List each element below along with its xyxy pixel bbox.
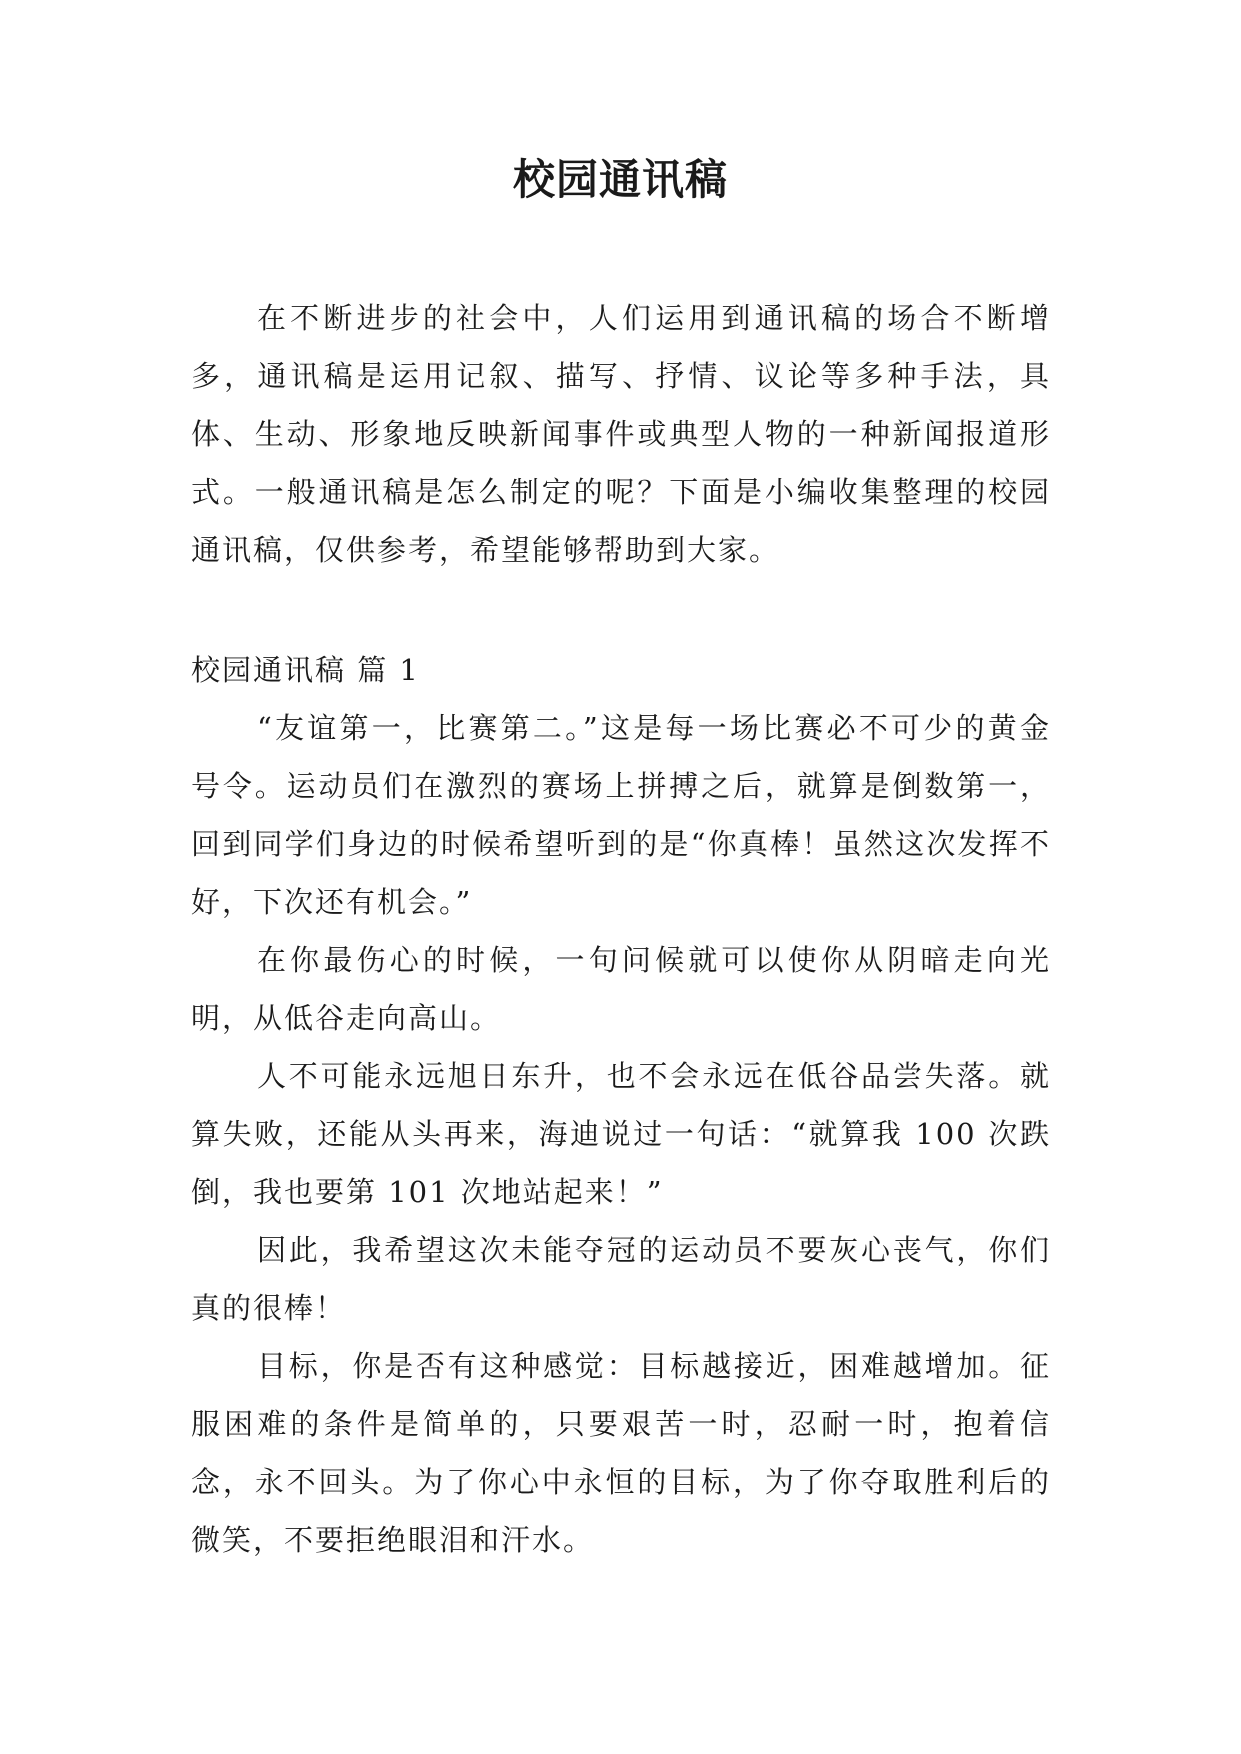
intro-block	[191, 289, 1051, 579]
article-paragraph-4: 因此，我希望这次未能夺冠的运动员不要灰心丧气，你们真的很棒！	[191, 1233, 1051, 1325]
article-block	[191, 641, 1051, 1569]
article-paragraph-5: 目标，你是否有这种感觉：目标越接近，困难越增加。征服困难的条件是简单的，只要艰苦一时，忍耐一时，抱着信念，永不回头。为了你心中永恒的目标，为了你夺取胜利后的微笑，不要拒绝眼泪和汗水。	[191, 1349, 1051, 1557]
document-title: 校园通讯稿	[512, 155, 728, 204]
intro-paragraph: 在不断进步的社会中，人们运用到通讯稿的场合不断增多，通讯稿是运用记叙、描写、抒情、议论等多种手法，具体、生动、形象地反映新闻事件或典型人物的一种新闻报道形式。一般通讯稿是怎么制定的呢？下面是小编收集整理的校园通讯稿，仅供参考，希望能够帮助到大家。	[191, 301, 1051, 567]
article-paragraph-3: 人不可能永远旭日东升，也不会永远在低谷品尝失落。就算失败，还能从头再来，海迪说过一句话：“就算我 100 次跌倒，我也要第 101 次地站起来！”	[191, 1059, 1051, 1209]
article-paragraph-1: “友谊第一，比赛第二。”这是每一场比赛必不可少的黄金号令。运动员们在激烈的赛场上拼搏之后，就算是倒数第一，回到同学们身边的时候希望听到的是“你真棒！虽然这次发挥不好，下次还有机会。”	[191, 711, 1051, 919]
article-paragraph-2: 在你最伤心的时候，一句问候就可以使你从阴暗走向光明，从低谷走向高山。	[191, 943, 1051, 1035]
section-heading: 校园通讯稿 篇 1	[191, 653, 420, 687]
